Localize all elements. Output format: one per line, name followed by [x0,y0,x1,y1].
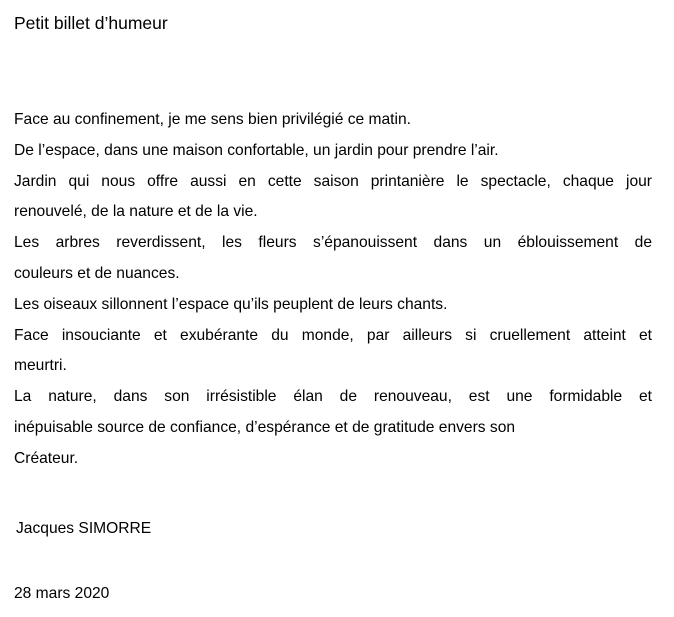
body-line: Face insouciante et exubérante du monde, par ailleurs si cruellement atteint et [14,326,652,344]
body-line: renouvelé, de la nature et de la vie. [14,203,258,221]
body-line: La nature, dans son irrésistible élan de renouveau, est une formidable et [14,388,652,406]
body-line: Face au confinement, je me sens bien privilégié ce matin. [14,111,411,128]
author-signature: Jacques SIMORRE [16,520,152,537]
body-line: meurtri. [14,357,67,375]
document-date: 28 mars 2020 [14,585,110,602]
body-line: Jardin qui nous offre aussi en cette saison printanière le spectacle, chaque jour [14,172,652,190]
body-line: inépuisable source de confiance, d’espérance et de gratitude envers son [14,418,516,436]
body-line: Créateur. [14,449,79,467]
body-line: couleurs et de nuances. [14,264,180,282]
document-body [14,105,652,475]
body-line: De l’espace, dans une maison confortable, un jardin pour prendre l’air. [14,141,499,159]
document-title: Petit billet d’humeur [14,13,168,33]
body-line: Les oiseaux sillonnent l’espace qu’ils peuplent de leurs chants. [14,295,448,313]
body-line: Les arbres reverdissent, les fleurs s’épanouissent dans un éblouissement de [14,234,652,252]
